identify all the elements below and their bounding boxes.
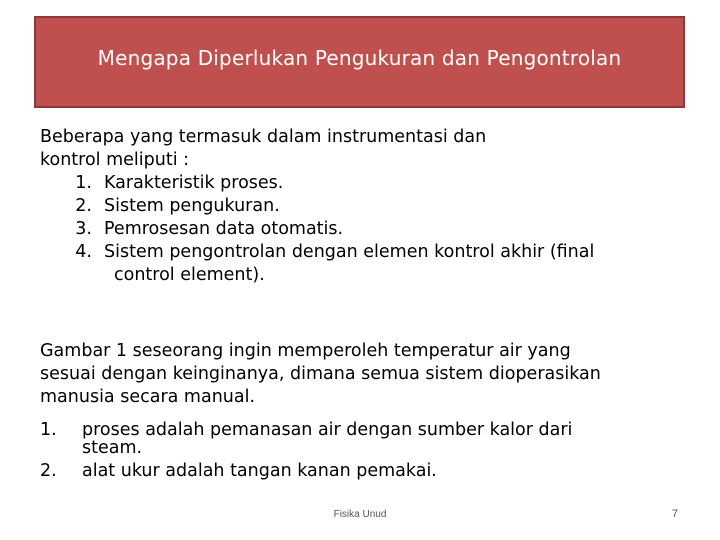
list-item	[40, 218, 690, 241]
list-item	[40, 195, 690, 218]
instrumentation-list	[40, 172, 690, 287]
example-line: manusia secara manual.	[40, 387, 256, 407]
list-item-continuation: control element).	[114, 265, 265, 285]
list-item-number: 4.	[75, 242, 92, 262]
page-number: 7	[671, 508, 678, 520]
list-item-text: Pemrosesan data otomatis.	[104, 219, 344, 239]
intro-line: Beberapa yang termasuk dalam instrumentasi dan	[40, 127, 487, 147]
example-list	[40, 419, 690, 483]
list-item-number: 1.	[75, 173, 92, 193]
slide-footer: Fisika Unud	[333, 509, 387, 520]
title-banner	[34, 16, 685, 108]
list-item-text: proses adalah pemanasan air dengan sumber kalor dari	[82, 420, 573, 440]
list-item	[40, 460, 690, 483]
intro-paragraph	[40, 126, 680, 172]
slide-title: Mengapa Diperlukan Pengukuran dan Pengontrolan	[97, 46, 622, 70]
list-item-number: 2.	[75, 196, 92, 216]
example-paragraph	[40, 340, 690, 409]
example-line: sesuai dengan keinginanya, dimana semua sistem dioperasikan	[40, 364, 601, 384]
list-item-number: 1.	[40, 420, 57, 440]
list-item-number: 3.	[75, 219, 92, 239]
list-item-text: alat ukur adalah tangan kanan pemakai.	[82, 461, 437, 481]
list-item-text: Karakteristik proses.	[104, 173, 284, 193]
list-item	[40, 241, 690, 264]
list-item-text: Sistem pengontrolan dengan elemen kontrol akhir (final	[104, 242, 595, 262]
list-item-continuation: steam.	[82, 438, 143, 458]
list-item	[40, 172, 690, 195]
example-line: Gambar 1 seseorang ingin memperoleh temperatur air yang	[40, 341, 571, 361]
intro-line: kontrol meliputi :	[40, 150, 190, 170]
list-item-number: 2.	[40, 461, 57, 481]
list-item-text: Sistem pengukuran.	[104, 196, 280, 216]
